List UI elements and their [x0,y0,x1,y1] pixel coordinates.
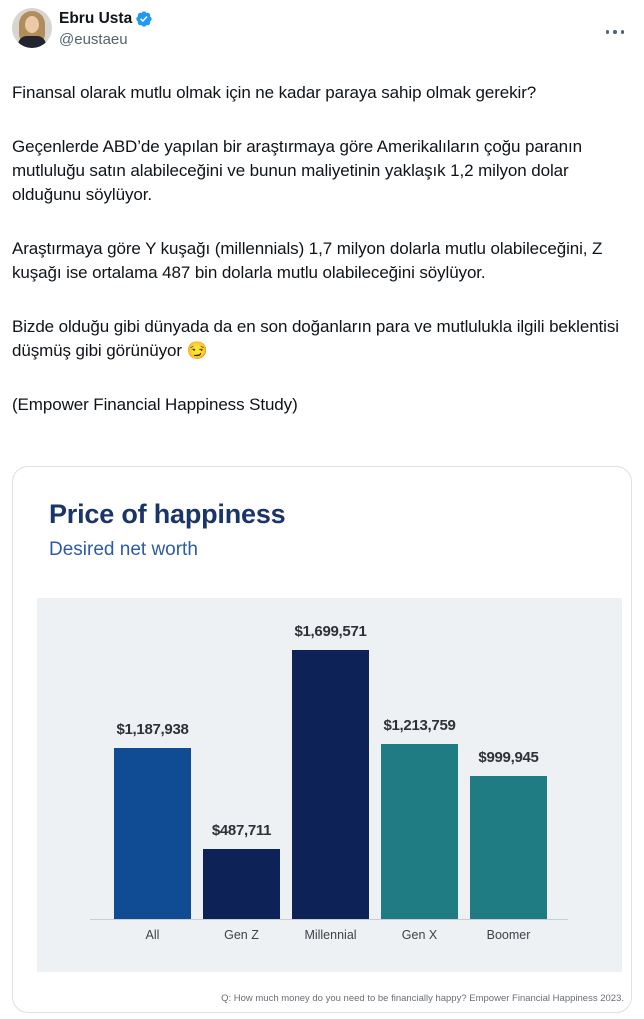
tweet-text-paragraph: (Empower Financial Happiness Study) [12,395,298,414]
category-label: Boomer [486,928,531,942]
tweet-header [12,8,632,49]
bar [292,650,369,919]
bar-value-label: $487,711 [211,822,272,839]
chart-columns [108,598,553,919]
category-label: All [145,928,160,942]
category-label: Gen Z [224,928,259,942]
name-block [59,8,153,49]
chart-media-card[interactable] [12,466,632,1013]
tweet-text-paragraph: Geçenlerde ABD’de yapılan bir araştırmaya göre Amerikalıların çoğu paranın mutluluğu satın alabileceğini ve bunun maliyetinin yaklaşık 1,2 milyon dolar olduğunu söylüyor. [12,137,582,204]
more-options-icon[interactable] [602,26,629,38]
x-axis-line [90,919,568,920]
display-name[interactable]: Ebru Usta [59,10,133,27]
bar-value-label: $1,699,571 [294,623,367,640]
avatar-face [25,16,39,33]
tweet-text [12,81,632,417]
tweet-text-paragraph: Finansal olarak mutlu olmak için ne kadar paraya sahip olmak gerekir? [12,83,537,102]
chart-plot [37,598,622,972]
category-label: Gen X [401,928,438,942]
bar [114,748,191,919]
bar-column-boomer [464,598,553,919]
bar-value-label: $1,213,759 [383,717,456,734]
bar-value-label: $1,187,938 [116,721,189,738]
chart-categories [108,928,553,942]
chart-title: Price of happiness [49,499,286,529]
avatar[interactable] [12,8,52,48]
bar-value-label: $999,945 [478,749,539,766]
bar [203,849,280,919]
verified-badge-icon [135,10,153,28]
bar-column-millennial [286,598,375,919]
tweet-text-paragraph: Bizde olduğu gibi dünyada da en son doğanların para ve mutlulukla ilgili beklentisi düşmüş gibi görünüyor 😏 [12,317,619,360]
avatar-torso [18,36,46,48]
user-handle[interactable]: @eustaeu [59,31,128,48]
bar-column-all [108,598,197,919]
bar-column-gen-z [197,598,286,919]
tweet-post [0,0,644,417]
tweet-text-paragraph: Araştırmaya göre Y kuşağı (millennials) 1,7 milyon dolarla mutlu olabileceğini, Z kuşağı ise ortalama 487 bin dolarla mutlu olabileceğini söylüyor. [12,239,603,282]
bar-column-gen-x [375,598,464,919]
category-label: Millennial [304,928,357,942]
bar [470,776,547,919]
chart-source-caption: Q: How much money do you need to be financially happy? Empower Financial Happiness 2023. [221,993,624,1004]
bar [381,744,458,919]
chart-subtitle: Desired net worth [49,539,198,560]
